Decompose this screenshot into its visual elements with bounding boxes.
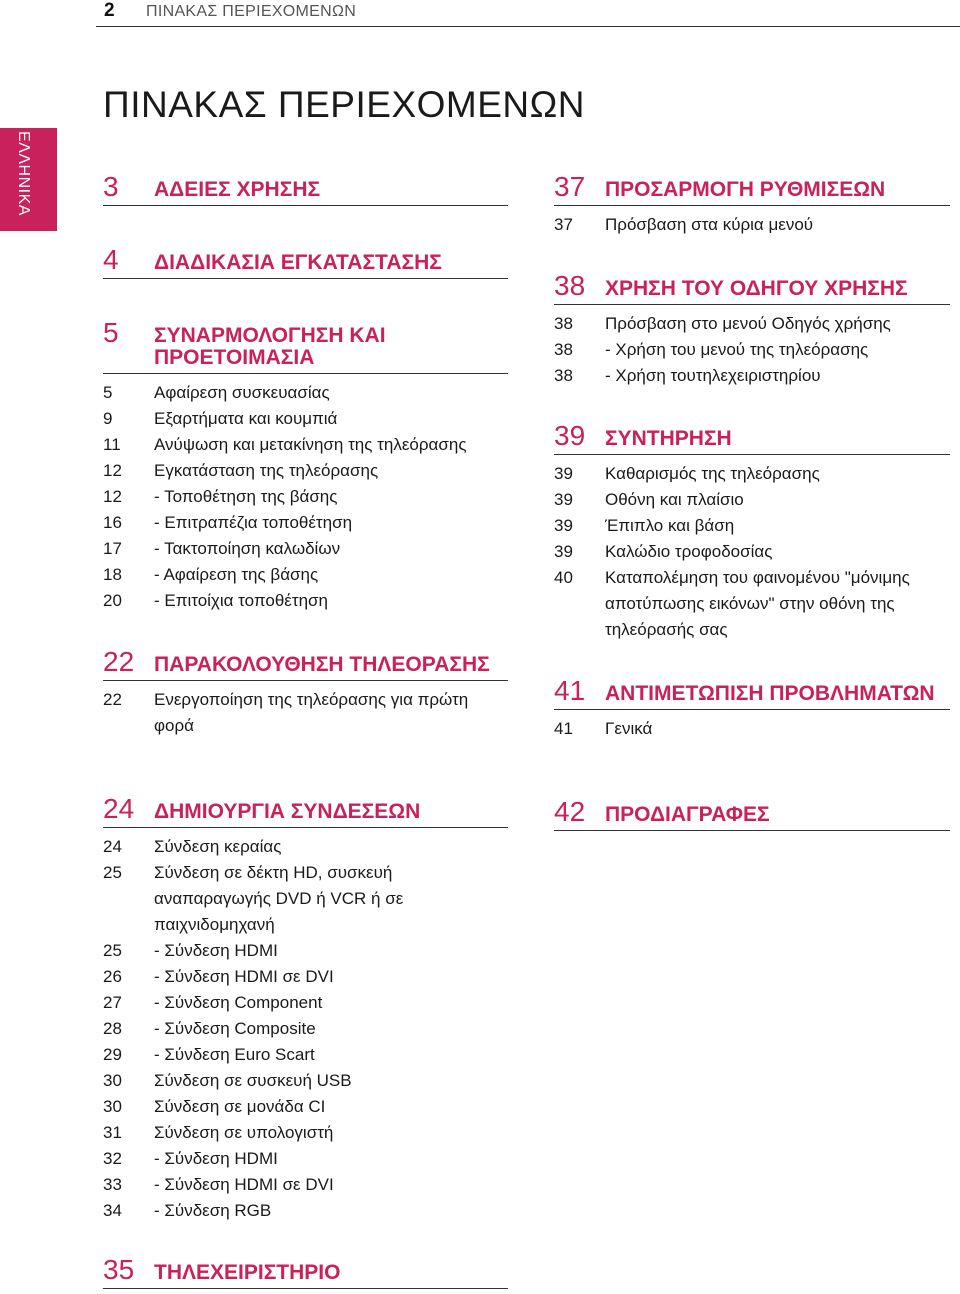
toc-item-page: 32 <box>103 1149 122 1168</box>
toc-item-title: - Επιτοίχια τοποθέτηση <box>154 591 328 610</box>
section-title: ΠΑΡΑΚΟΛΟΥΘΗΣΗ ΤΗΛΕΟΡΑΣΗΣ <box>154 653 490 676</box>
toc-section <box>554 421 950 643</box>
toc-item-title: Έπιπλο και βάση <box>605 516 735 535</box>
toc-item-page: 5 <box>103 383 113 402</box>
section-page-number: 41 <box>554 675 586 706</box>
toc-item-page: 9 <box>103 409 113 428</box>
toc-section <box>554 676 950 742</box>
running-title: ΠΙΝΑΚΑΣ ΠΕΡΙΕΧΟΜΕΝΩΝ <box>146 3 357 20</box>
toc-item-page: 39 <box>554 542 573 561</box>
toc-item[interactable] <box>103 562 508 588</box>
toc-item-title: - Σύνδεση RGB <box>154 1201 272 1220</box>
section-page-number: 35 <box>103 1254 135 1285</box>
toc-item-title: - Τακτοποίηση καλωδίων <box>154 539 341 558</box>
toc-section <box>103 245 508 279</box>
section-title: ΑΔΕΙΕΣ ΧΡΗΣΗΣ <box>154 178 321 201</box>
toc-item[interactable] <box>103 1016 508 1042</box>
toc-item[interactable] <box>103 860 508 938</box>
section-title: ΠΡΟΣΑΡΜΟΓΗ ΡΥΘΜΙΣΕΩΝ <box>605 178 886 201</box>
toc-item-title: - Χρήση του μενού της τηλεόρασης <box>605 340 869 359</box>
section-page-number: 39 <box>554 420 586 451</box>
toc-item-page: 22 <box>103 690 122 709</box>
toc-item-list <box>554 461 950 643</box>
section-page-number: 5 <box>103 317 119 348</box>
toc-item-page: 30 <box>103 1071 122 1090</box>
toc-item-title: - Επιτραπέζια τοποθέτηση <box>154 513 353 532</box>
toc-section-heading[interactable] <box>103 647 508 681</box>
toc-item-list <box>554 311 950 389</box>
toc-item[interactable] <box>103 510 508 536</box>
toc-item-title: Εξαρτήματα και κουμπιά <box>154 409 338 428</box>
toc-section-heading[interactable] <box>554 271 950 305</box>
toc-item-title: Οθόνη και πλαίσιο <box>605 490 744 509</box>
section-title: ΧΡΗΣΗ ΤΟΥ ΟΔΗΓΟΥ ΧΡΗΣΗΣ <box>605 277 908 300</box>
toc-item[interactable] <box>103 1120 508 1146</box>
toc-item-title: - Χρήση τουτηλεχειριστηρίου <box>605 366 821 385</box>
toc-item[interactable] <box>103 1094 508 1120</box>
toc-item-page: 27 <box>103 993 122 1012</box>
section-title: ΔΗΜΙΟΥΡΓΙΑ ΣΥΝΔΕΣΕΩΝ <box>154 800 421 823</box>
toc-item-title: - Σύνδεση Euro Scart <box>154 1045 315 1064</box>
toc-item[interactable] <box>103 1172 508 1198</box>
toc-section <box>554 271 950 389</box>
toc-item-title: Γενικά <box>605 719 653 738</box>
section-page-number: 22 <box>103 646 135 677</box>
toc-item[interactable] <box>103 687 508 739</box>
toc-item-page: 38 <box>554 314 573 333</box>
toc-item-title: - Σύνδεση HDMI <box>154 941 278 960</box>
toc-item-title: Καθαρισμός της τηλεόρασης <box>605 464 820 483</box>
toc-item-page: 34 <box>103 1201 122 1220</box>
section-page-number: 4 <box>103 244 119 275</box>
toc-item-list <box>103 687 508 739</box>
toc-item-page: 12 <box>103 461 122 480</box>
header-rule <box>96 26 960 27</box>
section-title: ΠΡΟΔΙΑΓΡΑΦΕΣ <box>605 803 770 826</box>
section-title: ΑΝΤΙΜΕΤΩΠΙΣΗ ΠΡΟΒΛΗΜΑΤΩΝ <box>605 682 935 705</box>
toc-item-page: 38 <box>554 340 573 359</box>
toc-item[interactable] <box>554 513 950 539</box>
toc-item-title: Καλώδιο τροφοδοσίας <box>605 542 773 561</box>
toc-item-page: 38 <box>554 366 573 385</box>
toc-item[interactable] <box>554 212 950 238</box>
toc-item[interactable] <box>103 458 508 484</box>
toc-item-title: Πρόσβαση στο μενού Οδηγός χρήσης <box>605 314 891 333</box>
toc-item-title: Σύνδεση σε δέκτη HD, συσκευή αναπαραγωγής DVD ή VCR ή σε παιχνιδομηχανή <box>154 863 404 934</box>
toc-item[interactable] <box>554 337 950 363</box>
toc-item-title: - Σύνδεση HDMI <box>154 1149 278 1168</box>
toc-item-title: - Αφαίρεση της βάσης <box>154 565 319 584</box>
toc-section <box>103 172 508 206</box>
toc-item-list <box>554 212 950 238</box>
toc-item-title: Πρόσβαση στα κύρια μενού <box>605 215 814 234</box>
toc-item-page: 33 <box>103 1175 122 1194</box>
toc-item[interactable] <box>103 432 508 458</box>
toc-section-heading[interactable] <box>103 318 508 374</box>
toc-section-heading[interactable] <box>554 421 950 455</box>
toc-item-page: 20 <box>103 591 122 610</box>
toc-section-heading[interactable] <box>103 1255 508 1289</box>
section-title: ΣΥΝΑΡΜΟΛΟΓΗΣΗ ΚΑΙ ΠΡΟΕΤΟΙΜΑΣΙΑ <box>154 324 386 369</box>
toc-item-page: 18 <box>103 565 122 584</box>
toc-item-page: 26 <box>103 967 122 986</box>
toc-item-title: - Τοποθέτηση της βάσης <box>154 487 338 506</box>
toc-item-title: Καταπολέμηση του φαινομένου "μόνιμης αποτύπωσης εικόνων" στην οθόνη της τηλεόρασής σας <box>605 568 910 639</box>
toc-item[interactable] <box>103 1198 508 1224</box>
toc-item-title: - Σύνδεση HDMI σε DVI <box>154 1175 334 1194</box>
page-header <box>0 0 960 26</box>
toc-item-list <box>103 834 508 1224</box>
toc-section-heading[interactable] <box>554 172 950 206</box>
toc-item-list <box>103 380 508 614</box>
page-number: 2 <box>104 0 115 21</box>
toc-item-page: 41 <box>554 719 573 738</box>
toc-item-page: 17 <box>103 539 122 558</box>
toc-item[interactable] <box>554 363 950 389</box>
toc-item[interactable] <box>103 834 508 860</box>
section-title: ΤΗΛΕΧΕΙΡΙΣΤΗΡΙΟ <box>154 1261 341 1284</box>
toc-item-title: Σύνδεση σε μονάδα CI <box>154 1097 326 1116</box>
toc-item[interactable] <box>103 380 508 406</box>
toc-item[interactable] <box>103 536 508 562</box>
toc-section <box>103 794 508 1224</box>
toc-item-page: 31 <box>103 1123 122 1142</box>
toc-item-title: Αφαίρεση συσκευασίας <box>154 383 330 402</box>
toc-item-page: 40 <box>554 568 573 587</box>
toc-item-title: Εγκατάσταση της τηλεόρασης <box>154 461 379 480</box>
toc-item[interactable] <box>103 406 508 432</box>
toc-item[interactable] <box>554 487 950 513</box>
toc-item-title: Ανύψωση και μετακίνηση της τηλεόρασης <box>154 435 467 454</box>
toc-section <box>554 797 950 831</box>
section-title: ΔΙΑΔΙΚΑΣΙΑ ΕΓΚΑΤΑΣΤΑΣΗΣ <box>154 251 442 274</box>
toc-item[interactable] <box>103 588 508 614</box>
toc-item-title: - Σύνδεση HDMI σε DVI <box>154 967 334 986</box>
toc-section-heading[interactable] <box>103 794 508 828</box>
toc-item-title: - Σύνδεση Composite <box>154 1019 316 1038</box>
toc-item-page: 39 <box>554 490 573 509</box>
toc-section <box>103 318 508 614</box>
toc-item[interactable] <box>103 938 508 964</box>
toc-item[interactable] <box>554 461 950 487</box>
toc-item[interactable] <box>554 565 950 643</box>
toc-item-page: 30 <box>103 1097 122 1116</box>
section-page-number: 38 <box>554 270 586 301</box>
section-page-number: 3 <box>103 171 119 202</box>
toc-section-heading[interactable] <box>554 676 950 710</box>
section-page-number: 42 <box>554 796 586 827</box>
toc-item[interactable] <box>554 716 950 742</box>
toc-item-page: 25 <box>103 863 122 882</box>
toc-item-page: 25 <box>103 941 122 960</box>
section-page-number: 37 <box>554 171 586 202</box>
toc-section-heading[interactable] <box>554 797 950 831</box>
toc-item-title: Σύνδεση κεραίας <box>154 837 282 856</box>
toc-item-page: 29 <box>103 1045 122 1064</box>
toc-item-title: - Σύνδεση Component <box>154 993 323 1012</box>
toc-item-title: Σύνδεση σε συσκευή USB <box>154 1071 352 1090</box>
toc-item-title: Ενεργοποίηση της τηλεόρασης για πρώτη φορά <box>154 690 469 735</box>
toc-section-heading[interactable] <box>103 172 508 206</box>
page-title: ΠΙΝΑΚΑΣ ΠΕΡΙΕΧΟΜΕΝΩΝ <box>103 84 586 125</box>
toc-item-page: 12 <box>103 487 122 506</box>
toc-item[interactable] <box>103 1042 508 1068</box>
toc-section-heading[interactable] <box>103 245 508 279</box>
language-tab-label: ΕΛΛΗΝΙΚΑ <box>15 131 32 216</box>
toc-item[interactable] <box>554 311 950 337</box>
toc-item[interactable] <box>103 1146 508 1172</box>
toc-item-page: 37 <box>554 215 573 234</box>
toc-item[interactable] <box>103 964 508 990</box>
toc-section <box>103 1255 508 1289</box>
toc-item[interactable] <box>554 539 950 565</box>
toc-item-page: 28 <box>103 1019 122 1038</box>
toc-item-page: 39 <box>554 464 573 483</box>
toc-item-page: 11 <box>103 435 121 454</box>
section-page-number: 24 <box>103 793 135 824</box>
toc-item-page: 39 <box>554 516 573 535</box>
toc-item-page: 24 <box>103 837 122 856</box>
toc-section <box>103 647 508 739</box>
section-title: ΣΥΝΤΗΡΗΣΗ <box>605 427 732 450</box>
toc-section <box>554 172 950 238</box>
language-tab <box>0 128 57 231</box>
toc-item[interactable] <box>103 484 508 510</box>
toc-item-page: 16 <box>103 513 122 532</box>
toc-item[interactable] <box>103 1068 508 1094</box>
toc-item-title: Σύνδεση σε υπολογιστή <box>154 1123 334 1142</box>
toc-item[interactable] <box>103 990 508 1016</box>
toc-item-list <box>554 716 950 742</box>
